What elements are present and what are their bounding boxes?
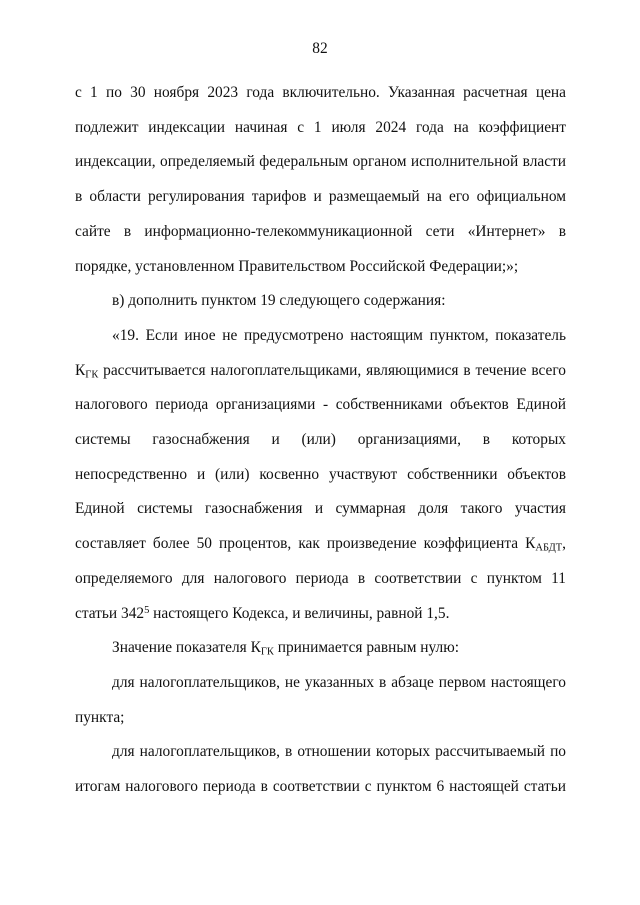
superscript-5: 5 <box>144 604 150 616</box>
paragraph-clause-19 <box>75 319 566 631</box>
page-number: 82 <box>312 40 328 57</box>
subscript-gk: ГК <box>85 369 99 381</box>
clause-19-text-c: , определяемого для налогового периода в соответствии с пунктом 11 статьи 342 <box>75 535 566 622</box>
subscript-gk-2: ГК <box>260 646 274 658</box>
paragraph-zero-value <box>75 631 566 666</box>
paragraph-amendment-v: в) дополнить пунктом 19 следующего содержания: <box>112 292 446 310</box>
paragraph-not-specified: для налогоплательщиков, не указанных в абзаце первом настоящего пункта; <box>75 673 566 726</box>
paragraph-continuation: с 1 по 30 ноября 2023 года включительно. Указанная расчетная цена подлежит индексации начиная с 1 июля 2024 года на коэффициент индексации, определяемый федеральным органом исполнительной власти в области регулирования тарифов и размещаемый на его официальном сайте в информационно-телекоммуникационной сети «Интернет» в порядке, установленном Правительством Российской Федерации;»; <box>75 84 566 275</box>
paragraph-calculated: для налогоплательщиков, в отношении которых рассчитываемый по итогам налогового периода в соответствии с пунктом 6 настоящей статьи <box>75 743 566 796</box>
clause-19-text-d: настоящего Кодекса, и величины, равной 1,5. <box>149 604 450 622</box>
subscript-abdt: АБДТ <box>535 542 563 554</box>
zero-value-text-b: принимается равным нулю: <box>273 639 460 657</box>
zero-value-text-a: Значение показателя К <box>112 639 261 657</box>
clause-19-text-b: рассчитывается налогоплательщиками, являющимися в течение всего налогового периода организациями - собственниками объектов Единой системы газоснабжения и (или) организациями, в которых непосредственно и (или) косвенно участвуют собственники объектов Единой системы газоснабжения и суммарная доля такого участия составляет более 50 процентов, как произведение коэффициента К <box>75 361 566 553</box>
document-body <box>75 76 566 805</box>
clause-19-text-a: «19. Если иное не предусмотрено настоящим пунктом, показатель К <box>75 326 566 379</box>
